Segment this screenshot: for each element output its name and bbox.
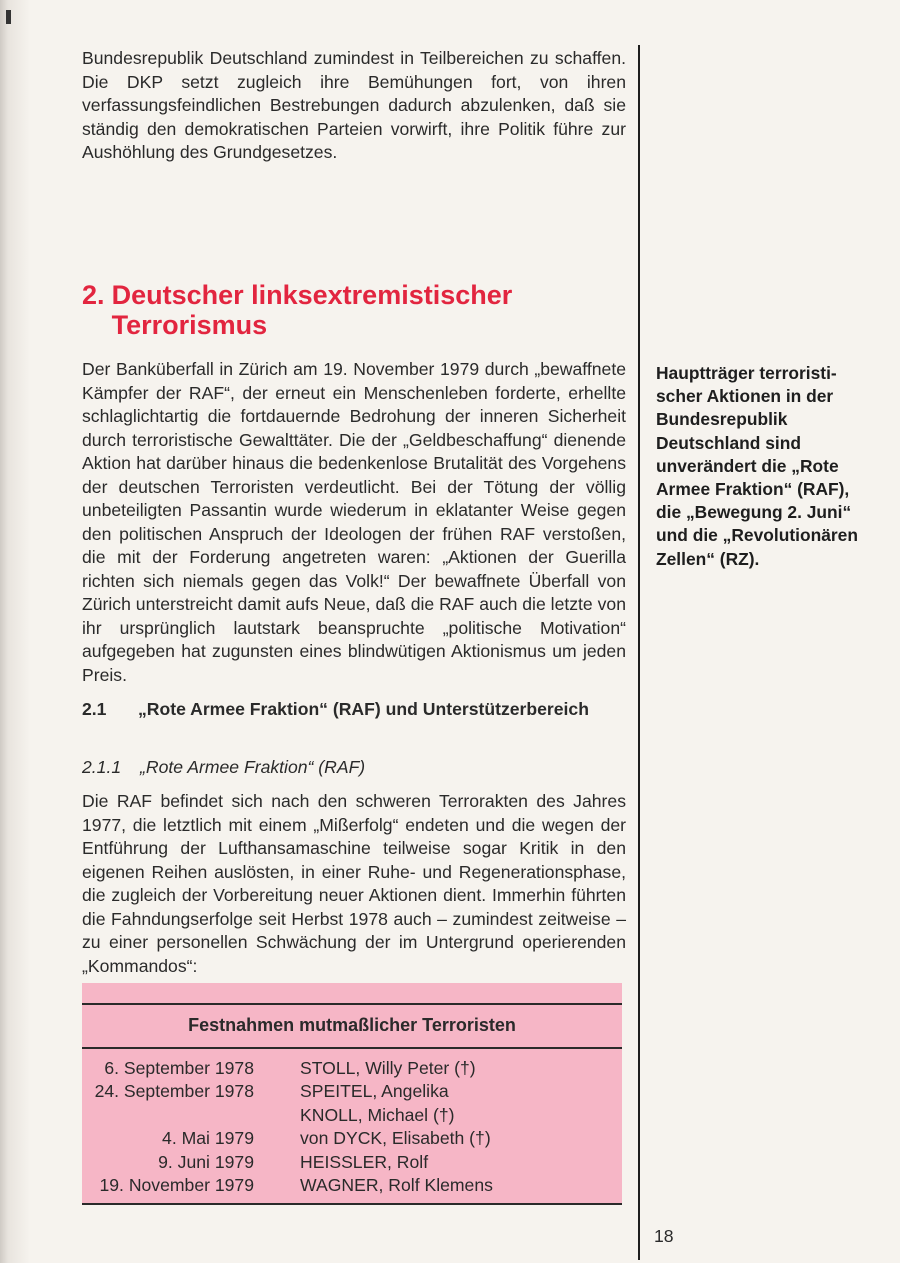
paragraph-section-2-1-1: Die RAF befindet sich nach den schweren Terrorakten des Jahres 1977, die letztlich mit einem „Mißerfolg“ endeten und die wegen der Entführung der Lufthansamaschine teilweise sogar Kritik in den eigenen Reihen auslösten, in einer Ruhe- und Regenerationsphase, die zugleich der Vorbereitung neuer Aktionen dient. Immerhin führten die Fahndungserfolge seit Herbst 1978 auch – zumindest zeitweise – zu einer personellen Schwächung der im Untergrund operierenden „Kommandos“: [82, 791, 626, 976]
section-title: „Rote Armee Fraktion“ (RAF) [140, 757, 366, 777]
table-title: Festnahmen mutmaßlicher Terroristen [188, 1015, 516, 1035]
arrested-name: STOLL, Willy Peter (†) [300, 1058, 476, 1078]
table-row [82, 1174, 622, 1197]
table-body [82, 1057, 622, 1197]
section-number: 2.1 [82, 699, 107, 719]
section-number: 2. [82, 280, 105, 310]
table-row [82, 1151, 622, 1174]
page-binding-shadow [0, 0, 30, 1263]
table-rule [82, 1203, 622, 1205]
arrest-date: 19. November 1979 [99, 1175, 254, 1196]
section-title: Deutscher linksextremistischer Terrorismus [111, 280, 513, 340]
column-divider-rule [638, 45, 640, 1260]
table-rule [82, 1003, 622, 1005]
section-title: „Rote Armee Fraktion“ (RAF) und Unterstützerbereich [138, 699, 589, 719]
paragraph-intro: Bundesrepublik Deutschland zumindest in Teilbereichen zu schaffen. Die DKP setzt zugleich ihre Bemühungen fort, von ihren verfassungsfeindlichen Bestrebungen dadurch abzulenken, daß sie ständig den demokratischen Parteien vorwirft, ihre Politik führe zur Aushöhlung des Grundgesetzes. [82, 48, 626, 162]
page-number: 18 [654, 1226, 674, 1246]
table-row [82, 1057, 622, 1080]
table-row [82, 1127, 622, 1150]
table-row [82, 1104, 622, 1127]
section-heading-2 [82, 280, 602, 340]
arrest-date: 24. September 1978 [94, 1081, 254, 1102]
section-heading-2-1-1 [82, 756, 622, 779]
section-number: 2.1.1 [82, 757, 122, 777]
section-heading-2-1 [82, 698, 622, 721]
arrest-date: 6. September 1978 [104, 1058, 254, 1078]
table-row [82, 1080, 622, 1103]
arrested-name: HEISSLER, Rolf [300, 1151, 429, 1172]
arrest-date [82, 1104, 300, 1127]
arrests-table [82, 983, 622, 1203]
arrest-date: 4. Mai 1979 [162, 1128, 254, 1149]
arrested-name: WAGNER, Rolf Klemens [300, 1175, 493, 1196]
arrest-date: 9. Juni 1979 [158, 1151, 254, 1172]
binding-mark [6, 10, 11, 24]
arrested-name: KNOLL, Michael (†) [300, 1104, 455, 1125]
arrested-name: von DYCK, Elisabeth (†) [300, 1128, 491, 1149]
arrested-name: SPEITEL, Angelika [300, 1081, 449, 1102]
paragraph-section-2: Der Banküberfall in Zürich am 19. November 1979 durch „bewaffnete Kämpfer der RAF“, der erneut ein Menschenleben forderte, erhellte schlaglichtartig die fortdauernde Bedrohung der inneren Sicherheit durch terroristische Gewalttäter. Die der „Geldbeschaffung“ dienende Aktion hat darüber hinaus die bedenkenlose Brutalität des Vorgehens der deutschen Terroristen verdeutlicht. Bei der Tötung der völlig unbeteiligten Passantin wurde wiederum in eklatanter Weise gegen den politischen Anspruch der Ideologen der frühen RAF verstoßen, die mit der Forderung angetreten waren: „Aktionen der Guerilla richten sich niemals gegen das Volk!“ Der bewaffnete Überfall von Zürich unterstreicht damit aufs Neue, daß die RAF auch die letzte von ihr ursprünglich lautstark beanspruchte „politische Motivation“ aufgegeben hat zugunsten eines blindwütigen Aktionismus um jeden Preis. [82, 359, 626, 685]
table-rule [82, 1047, 622, 1049]
margin-note: Hauptträger terroristischer Aktionen in der Bundesrepublik Deutschland sind unverändert die „Rote Armee Fraktion“ (RAF), die „Bewegung 2. Juni“ und die „Revolutionären Zellen“ (RZ). [656, 363, 858, 569]
